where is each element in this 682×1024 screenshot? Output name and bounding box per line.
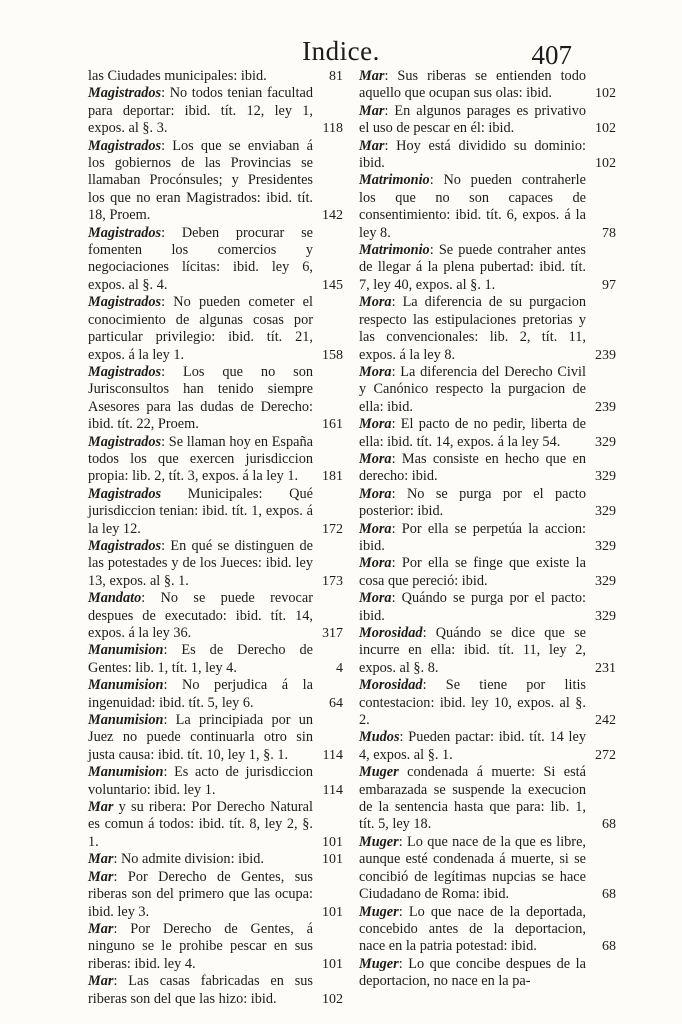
index-entry bbox=[359, 555, 616, 590]
entry-term: Magistrados bbox=[88, 85, 162, 102]
entry-term: Mora bbox=[359, 363, 392, 380]
entry-text: : No pueden contraherle los que no son capaces de consentimiento: ibid. tít. 6, expos. á la ley 8. bbox=[359, 172, 586, 241]
entry-term: Mar bbox=[88, 973, 114, 990]
entry-text: : Por Derecho de Gentes, á ninguno se le prohibe pescar en sus riberas: ibid. ley 4. bbox=[88, 920, 313, 972]
entry-text: : Es de Derecho de Gentes: lib. 1, tít. 1, ley 4. bbox=[88, 642, 313, 676]
index-entry bbox=[359, 956, 616, 991]
page-reference: 239 bbox=[595, 399, 616, 415]
index-entry bbox=[359, 451, 616, 486]
index-entry bbox=[359, 904, 616, 956]
entry-text: : Es acto de jurisdiccion voluntario: ibid. ley 1. bbox=[88, 764, 313, 798]
page-reference: 78 bbox=[602, 225, 616, 241]
entry-term: Magistrados bbox=[88, 433, 162, 450]
entry-text: : Por ella se finge que existe la cosa que pereció: ibid. bbox=[359, 555, 586, 589]
index-entry bbox=[359, 68, 616, 103]
index-entry bbox=[88, 85, 343, 137]
page-reference: 114 bbox=[322, 747, 343, 763]
entry-text: : No se purga por el pacto posterior: ibid. bbox=[359, 485, 586, 520]
page-reference: 242 bbox=[595, 713, 616, 729]
page-reference: 272 bbox=[595, 747, 616, 763]
entry-text: : Lo que nace de la que es libre, aunque esté condenada á muerte, si se concibió de legítimas nupcias se hace Ciudadano de Roma: ibid. bbox=[359, 833, 586, 903]
entry-text: : Mas consiste en hecho que en derecho: ibid. bbox=[359, 450, 586, 485]
entry-text: : Pueden pactar: ibid. tít. 14 ley 4, expos. al §. 1. bbox=[359, 729, 586, 763]
page-reference: 329 bbox=[595, 538, 616, 554]
page-reference: 172 bbox=[322, 521, 343, 537]
entry-text: las Ciudades municipales: ibid. bbox=[88, 68, 267, 84]
entry-text: condenada á muerte: Si está embarazada se suspende la execucion de la sentencia hasta que para: lib. 1, tít. 5, ley 18. bbox=[359, 764, 586, 833]
entry-term: Mar bbox=[359, 137, 385, 154]
entry-term: Mora bbox=[359, 555, 392, 572]
entry-term: Mudos bbox=[359, 729, 400, 746]
entry-term: Morosidad bbox=[359, 625, 423, 641]
entry-text: : Lo que concibe despues de la deportacion, no nace en la pa- bbox=[359, 955, 586, 990]
entry-text: : Los que no son Jurisconsultos han tenido siempre Asesores para las dudas de Derecho: ibid. tít. 22, Proem. bbox=[88, 363, 313, 433]
entry-term: Mar bbox=[88, 920, 114, 937]
page-number: 407 bbox=[531, 40, 572, 70]
index-entry bbox=[359, 416, 616, 451]
entry-term: Magistrados bbox=[88, 224, 162, 241]
page-reference: 329 bbox=[595, 608, 616, 624]
entry-text: Municipales: Qué jurisdiccion tenian: ibid. tít. 1, expos. á la ley 12. bbox=[88, 485, 313, 537]
page-reference: 101 bbox=[322, 956, 343, 972]
entry-text: : Deben procurar se fomenten los comercios y negociaciones lícitas: ibid. ley 6, expos. al §. 4. bbox=[88, 224, 313, 293]
index-entry bbox=[88, 225, 343, 295]
entry-term: Mar bbox=[88, 868, 114, 885]
entry-term: Mora bbox=[359, 520, 392, 537]
entry-term: Mandato bbox=[88, 590, 142, 607]
page-reference: 329 bbox=[595, 573, 616, 589]
index-entry bbox=[88, 869, 343, 921]
entry-text: : La diferencia de su purgacion respecto las estipulaciones pretorias y las convencionales: lib. 2, tít. 11, expos. á la ley 8. bbox=[359, 294, 586, 363]
entry-text: : No todos tenian facultad para deportar: ibid. tít. 12, ley 1, expos. al §. 3. bbox=[88, 85, 313, 137]
index-entry bbox=[359, 625, 616, 677]
entry-term: Magistrados bbox=[88, 363, 162, 380]
entry-term: Matrimonio bbox=[359, 172, 430, 189]
index-entry bbox=[88, 138, 343, 225]
page-reference: 101 bbox=[322, 834, 343, 850]
entry-term: Muger bbox=[359, 955, 399, 972]
index-entry bbox=[88, 799, 343, 851]
entry-text: : No perjudica á la ingenuidad: ibid. tít. 5, ley 6. bbox=[88, 677, 313, 711]
index-entry bbox=[88, 486, 343, 538]
entry-term: Muger bbox=[359, 764, 399, 781]
page-reference: 68 bbox=[602, 887, 616, 903]
entry-text: : Se tiene por litis contestacion: ibid. ley 10, expos. al §. 2. bbox=[359, 677, 586, 729]
index-entry bbox=[88, 590, 343, 642]
entry-term: Mar bbox=[88, 851, 114, 868]
entry-text: : Se puede contraher antes de llegar á la plena pubertad: ibid. tít. 7, ley 40, expos. al §. 1. bbox=[359, 242, 586, 293]
entry-text: : Se llaman hoy en España todos los que exercen jurisdiccion propia: lib. 2, tít. 3, expos. á la ley 1. bbox=[88, 433, 313, 485]
entry-term: Mar bbox=[88, 799, 114, 816]
entry-term: Magistrados bbox=[88, 137, 162, 154]
entry-term: Magistrados bbox=[88, 537, 162, 554]
page-reference: 142 bbox=[322, 208, 343, 224]
page-reference: 68 bbox=[602, 939, 616, 955]
page-reference: 102 bbox=[595, 156, 616, 172]
entry-text: : Las casas fabricadas en sus riberas son del que las hizo: ibid. bbox=[88, 973, 313, 1007]
entry-term: Mar bbox=[359, 102, 385, 119]
entry-term: Muger bbox=[359, 833, 399, 850]
index-entry bbox=[359, 834, 616, 904]
entry-term: Manumision bbox=[88, 764, 164, 781]
page-reference: 81 bbox=[329, 69, 343, 84]
index-entry bbox=[359, 294, 616, 364]
index-entry bbox=[359, 590, 616, 625]
entry-term: Magistrados bbox=[88, 294, 162, 311]
entry-text: : En algunos parages es privativo el uso de pescar en él: ibid. bbox=[359, 102, 586, 137]
page-reference: 173 bbox=[322, 573, 343, 589]
entry-term: Mora bbox=[359, 590, 392, 607]
page-reference: 101 bbox=[322, 904, 343, 920]
entry-text: : El pacto de no pedir, liberta de ella: ibid. tít. 14, expos. á la ley 54. bbox=[359, 416, 586, 450]
entry-term: Manumision bbox=[88, 677, 164, 694]
index-entry bbox=[359, 521, 616, 556]
entry-term: Mora bbox=[359, 485, 392, 502]
page-reference: 329 bbox=[595, 504, 616, 520]
entry-text: : Lo que nace de la deportada, concebido antes de la deportacion, nace en la patria potestad: ibid. bbox=[359, 903, 586, 955]
page-reference: 102 bbox=[595, 121, 616, 137]
entry-text: : Sus riberas se entienden todo aquello que ocupan sus olas: ibid. bbox=[359, 68, 586, 102]
entry-text: : No se puede revocar despues de executado: ibid. tít. 14, expos. á la ley 36. bbox=[88, 590, 313, 641]
index-entry bbox=[359, 764, 616, 834]
page-reference: 231 bbox=[595, 660, 616, 676]
page-reference: 158 bbox=[322, 347, 343, 363]
index-entry bbox=[88, 973, 343, 1008]
index-title: Indice. bbox=[302, 36, 380, 66]
left-column bbox=[88, 68, 343, 1008]
entry-text: : No pueden cometer el conocimiento de algunas cosas por particular privilegio: ibid. tít. 21, expos. á la ley 1. bbox=[88, 294, 313, 363]
entry-text: : No admite division: ibid. bbox=[113, 851, 264, 868]
index-entry bbox=[88, 642, 343, 677]
entry-term: Muger bbox=[359, 903, 399, 920]
page-reference: 118 bbox=[322, 121, 343, 137]
page-reference: 64 bbox=[329, 695, 343, 711]
index-entry bbox=[88, 851, 343, 868]
index-entry bbox=[359, 364, 616, 416]
page-reference: 68 bbox=[602, 817, 616, 833]
index-entry bbox=[88, 364, 343, 434]
entry-text: y su ribera: Por Derecho Natural es comun á todos: ibid. tít. 8, ley 2, §. 1. bbox=[88, 799, 313, 850]
entry-term: Magistrados bbox=[88, 485, 162, 502]
page-reference: 102 bbox=[322, 991, 343, 1007]
entry-text: : La principiada por un Juez no puede continuarla otro sin justa causa: ibid. tít. 10, ley 1, §. 1. bbox=[88, 712, 313, 763]
index-entry bbox=[88, 294, 343, 364]
entry-term: Mora bbox=[359, 416, 392, 433]
page-reference: 239 bbox=[595, 347, 616, 363]
entry-term: Mora bbox=[359, 450, 392, 467]
index-entry bbox=[88, 712, 343, 764]
index-entry bbox=[359, 172, 616, 242]
entry-text: : Los que se enviaban á los gobiernos de las Provincias se llamaban Procónsules; y Presidentes los que no eran Magistrados: ibid. tít. 18, Proem. bbox=[88, 137, 313, 224]
index-entry bbox=[359, 103, 616, 138]
entry-text: : La diferencia del Derecho Civil y Canónico respecto la purgacion de ella: ibid. bbox=[359, 363, 586, 415]
page-reference: 145 bbox=[322, 277, 343, 293]
page-reference: 329 bbox=[595, 434, 616, 450]
page-reference: 181 bbox=[322, 469, 343, 485]
entry-text: : Por Derecho de Gentes, sus riberas son del primero que las ocupa: ibid. ley 3. bbox=[88, 868, 313, 920]
index-entry bbox=[359, 486, 616, 521]
page-reference: 114 bbox=[322, 782, 343, 798]
page-reference: 317 bbox=[322, 626, 343, 641]
entry-text: : En qué se distinguen de las potestades y de los Jueces: ibid. ley 13, expos. al §. 1. bbox=[88, 537, 313, 589]
entry-term: Mar bbox=[359, 68, 385, 84]
page-reference: 101 bbox=[322, 852, 343, 868]
page-reference: 102 bbox=[595, 86, 616, 102]
entry-term: Matrimonio bbox=[359, 242, 430, 259]
index-entry bbox=[359, 729, 616, 764]
index-entry bbox=[359, 138, 616, 173]
entry-text: : Quándo se dice que se incurre en ella: ibid. tít. 11, ley 2, expos. al §. 8. bbox=[359, 625, 586, 676]
index-entry bbox=[88, 68, 343, 85]
entry-term: Manumision bbox=[88, 712, 164, 729]
right-column bbox=[359, 68, 616, 991]
entry-term: Manumision bbox=[88, 642, 164, 659]
entry-text: : Quándo se purga por el pacto: ibid. bbox=[359, 590, 586, 624]
page-reference: 161 bbox=[322, 417, 343, 433]
entry-term: Mora bbox=[359, 294, 392, 311]
index-entry bbox=[88, 677, 343, 712]
page-reference: 97 bbox=[602, 277, 616, 293]
entry-text: : Por ella se perpetúa la accion: ibid. bbox=[359, 520, 586, 554]
index-entry bbox=[88, 434, 343, 486]
page-reference: 4 bbox=[336, 660, 343, 676]
index-entry bbox=[88, 921, 343, 973]
index-entry bbox=[359, 242, 616, 294]
page-reference: 329 bbox=[595, 469, 616, 485]
entry-text: : Hoy está dividido su dominio: ibid. bbox=[359, 137, 586, 172]
index-entry bbox=[88, 538, 343, 590]
index-entry bbox=[88, 764, 343, 799]
index-entry bbox=[359, 677, 616, 729]
entry-term: Morosidad bbox=[359, 677, 423, 694]
